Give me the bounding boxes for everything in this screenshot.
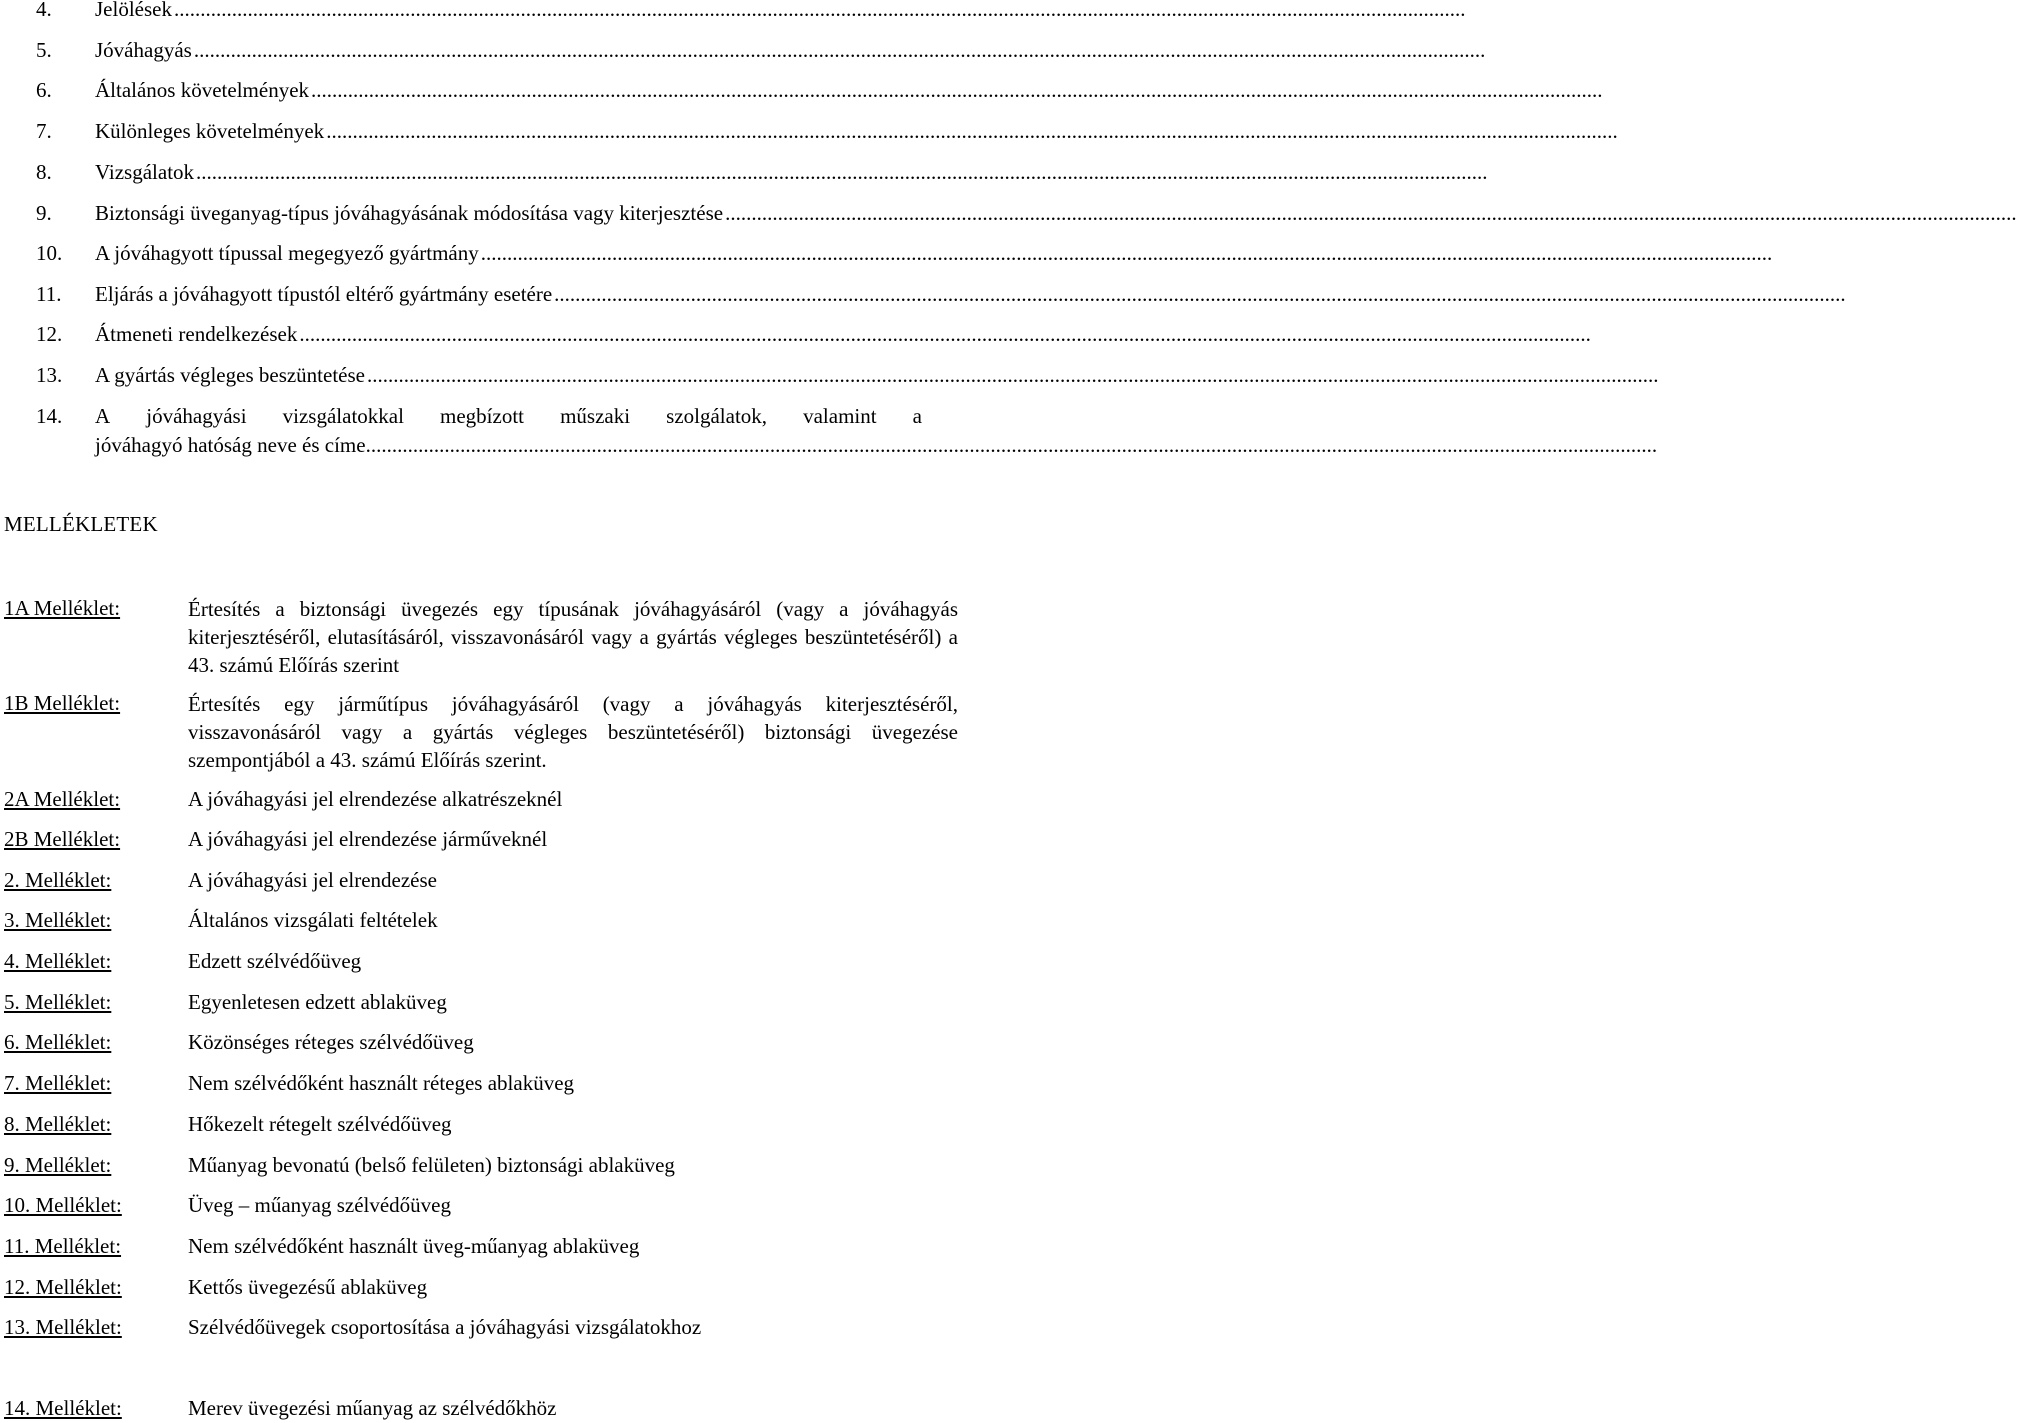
annex-link[interactable]: 10. Melléklet:: [4, 1193, 122, 1217]
toc-title: A jóváhagyott típussal megegyező gyártmány: [95, 241, 479, 265]
toc-number: 8.: [36, 160, 52, 184]
toc-number: 11.: [36, 282, 62, 306]
toc-number: 13.: [36, 363, 63, 387]
annex-description: Üveg – műanyag szélvédőüveg: [188, 1193, 452, 1217]
toc-leader-dots: ......................................................................................................................................................................................................................................................: [554, 282, 1846, 306]
annex-link[interactable]: 13. Melléklet:: [4, 1315, 122, 1339]
annex-link[interactable]: 12. Melléklet:: [4, 1275, 122, 1299]
annex-link[interactable]: 4. Melléklet:: [4, 949, 112, 973]
annex-description: Műanyag bevonatú (belső felületen) biztonsági ablaküveg: [188, 1153, 675, 1177]
annex-description: Közönséges réteges szélvédőüveg: [188, 1030, 474, 1054]
annex-description: Hőkezelt rétegelt szélvédőüveg: [188, 1112, 452, 1136]
annex-link[interactable]: 2A Melléklet:: [4, 787, 121, 811]
toc-entry[interactable]: [0, 201, 2017, 229]
annex-description: Edzett szélvédőüveg: [188, 949, 362, 973]
toc-entry[interactable]: [0, 282, 1846, 310]
toc-leader-dots: ......................................................................................................................................................................................................................................................: [193, 38, 1486, 62]
toc-number: 9.: [36, 201, 52, 225]
toc-entry[interactable]: [0, 363, 1659, 391]
toc-leader-dots: ......................................................................................................................................................................................................................................................: [480, 241, 1773, 265]
annex-link[interactable]: 3. Melléklet:: [4, 908, 112, 932]
toc-title: Átmeneti rendelkezések: [95, 322, 298, 346]
toc-title: A gyártás végleges beszüntetése: [95, 363, 365, 387]
toc-title: Jóváhagyás: [95, 38, 192, 62]
toc-number: 14.: [36, 404, 63, 428]
toc-entry[interactable]: [0, 160, 1488, 188]
toc-title: Biztonsági üveganyag-típus jóváhagyásának módosítása vagy kiterjesztése: [95, 201, 724, 225]
annex-link[interactable]: 1A Melléklet:: [4, 596, 121, 620]
toc-entry[interactable]: [0, 78, 1603, 106]
toc-number: 10.: [36, 241, 63, 265]
toc-entry[interactable]: [0, 0, 1466, 25]
annex-link[interactable]: 6. Melléklet:: [4, 1030, 112, 1054]
toc-leader-dots: ......................................................................................................................................................................................................................................................: [725, 201, 2017, 225]
toc-entry[interactable]: [0, 322, 1591, 350]
toc-number: 12.: [36, 322, 63, 346]
toc-title: Jelölések: [95, 0, 174, 21]
toc-title-line2: jóváhagyó hatóság neve és címe: [95, 433, 366, 457]
annex-description: A jóváhagyási jel elrendezése járműveknél: [188, 827, 548, 851]
annex-description: Értesítés egy járműtípus jóváhagyásáról (vagy a jóváhagyás kiterjesztéséről, visszavonásáról vagy a gyártás végleges beszüntetéséről) biztonsági üvegezése szempontjából a 43. számú Előírás szerint.: [188, 692, 958, 772]
toc-entry[interactable]: [0, 241, 1773, 269]
toc-number: 5.: [36, 38, 52, 62]
toc-leader-dots: ......................................................................................................................................................................................................................................................: [311, 78, 1603, 102]
annex-description: Értesítés a biztonsági üvegezés egy típusának jóváhagyásáról (vagy a jóváhagyás kiterjesztéséről, elutasításáról, visszavonásáról vagy a gyártás végleges beszüntetéséről) a 43. számú Előírás szerint: [188, 597, 958, 677]
annex-link[interactable]: 9. Melléklet:: [4, 1153, 112, 1177]
toc-entry[interactable]: [0, 38, 1486, 66]
toc-title-line1: A jóváhagyási vizsgálatokkal megbízott műszaki szolgálatok, valamint a: [95, 404, 922, 428]
toc-entry[interactable]: [0, 404, 1658, 464]
annex-description: Nem szélvédőként használt üveg-műanyag ablaküveg: [188, 1234, 640, 1258]
annexes-heading: MELLÉKLETEK: [4, 512, 158, 536]
toc-entry[interactable]: [0, 119, 1618, 147]
annex-description: Általános vizsgálati feltételek: [188, 908, 438, 932]
annex-description: Kettős üvegezésű ablaküveg: [188, 1275, 428, 1299]
annex-description: Merev üvegezési műanyag az szélvédőkhöz: [188, 1396, 557, 1420]
toc-leader-dots: ......................................................................................................................................................................................................................................................: [365, 433, 1658, 457]
annex-description: A jóváhagyási jel elrendezése alkatrészeknél: [188, 787, 563, 811]
toc-title: Vizsgálatok: [95, 160, 195, 184]
annex-link[interactable]: 2. Melléklet:: [4, 868, 112, 892]
annex-link[interactable]: 7. Melléklet:: [4, 1071, 112, 1095]
annex-description: Szélvédőüvegek csoportosítása a jóváhagyási vizsgálatokhoz: [188, 1315, 702, 1339]
annex-link[interactable]: 5. Melléklet:: [4, 990, 112, 1014]
toc-leader-dots: ......................................................................................................................................................................................................................................................: [173, 0, 1466, 21]
toc-number: 6.: [36, 78, 52, 102]
toc-leader-dots: ......................................................................................................................................................................................................................................................: [367, 363, 1659, 387]
toc-number: 7.: [36, 119, 52, 143]
toc-title: Általános követelmények: [95, 78, 310, 102]
annex-link[interactable]: 14. Melléklet:: [4, 1396, 122, 1420]
annex-link[interactable]: 11. Melléklet:: [4, 1234, 122, 1258]
annex-description: Egyenletesen edzett ablaküveg: [188, 990, 447, 1014]
toc-number: 4.: [36, 0, 52, 21]
toc-title: Eljárás a jóváhagyott típustól eltérő gyártmány esetére: [95, 282, 553, 306]
annex-link[interactable]: 1B Melléklet:: [4, 691, 121, 715]
annex-link[interactable]: 2B Melléklet:: [4, 827, 121, 851]
toc-leader-dots: ......................................................................................................................................................................................................................................................: [299, 322, 1591, 346]
toc-leader-dots: ......................................................................................................................................................................................................................................................: [326, 119, 1618, 143]
annex-link[interactable]: 8. Melléklet:: [4, 1112, 112, 1136]
annex-description: A jóváhagyási jel elrendezése: [188, 868, 437, 892]
toc-title: Különleges követelmények: [95, 119, 325, 143]
toc-leader-dots: ......................................................................................................................................................................................................................................................: [196, 160, 1488, 184]
annex-description: Nem szélvédőként használt réteges ablaküveg: [188, 1071, 575, 1095]
